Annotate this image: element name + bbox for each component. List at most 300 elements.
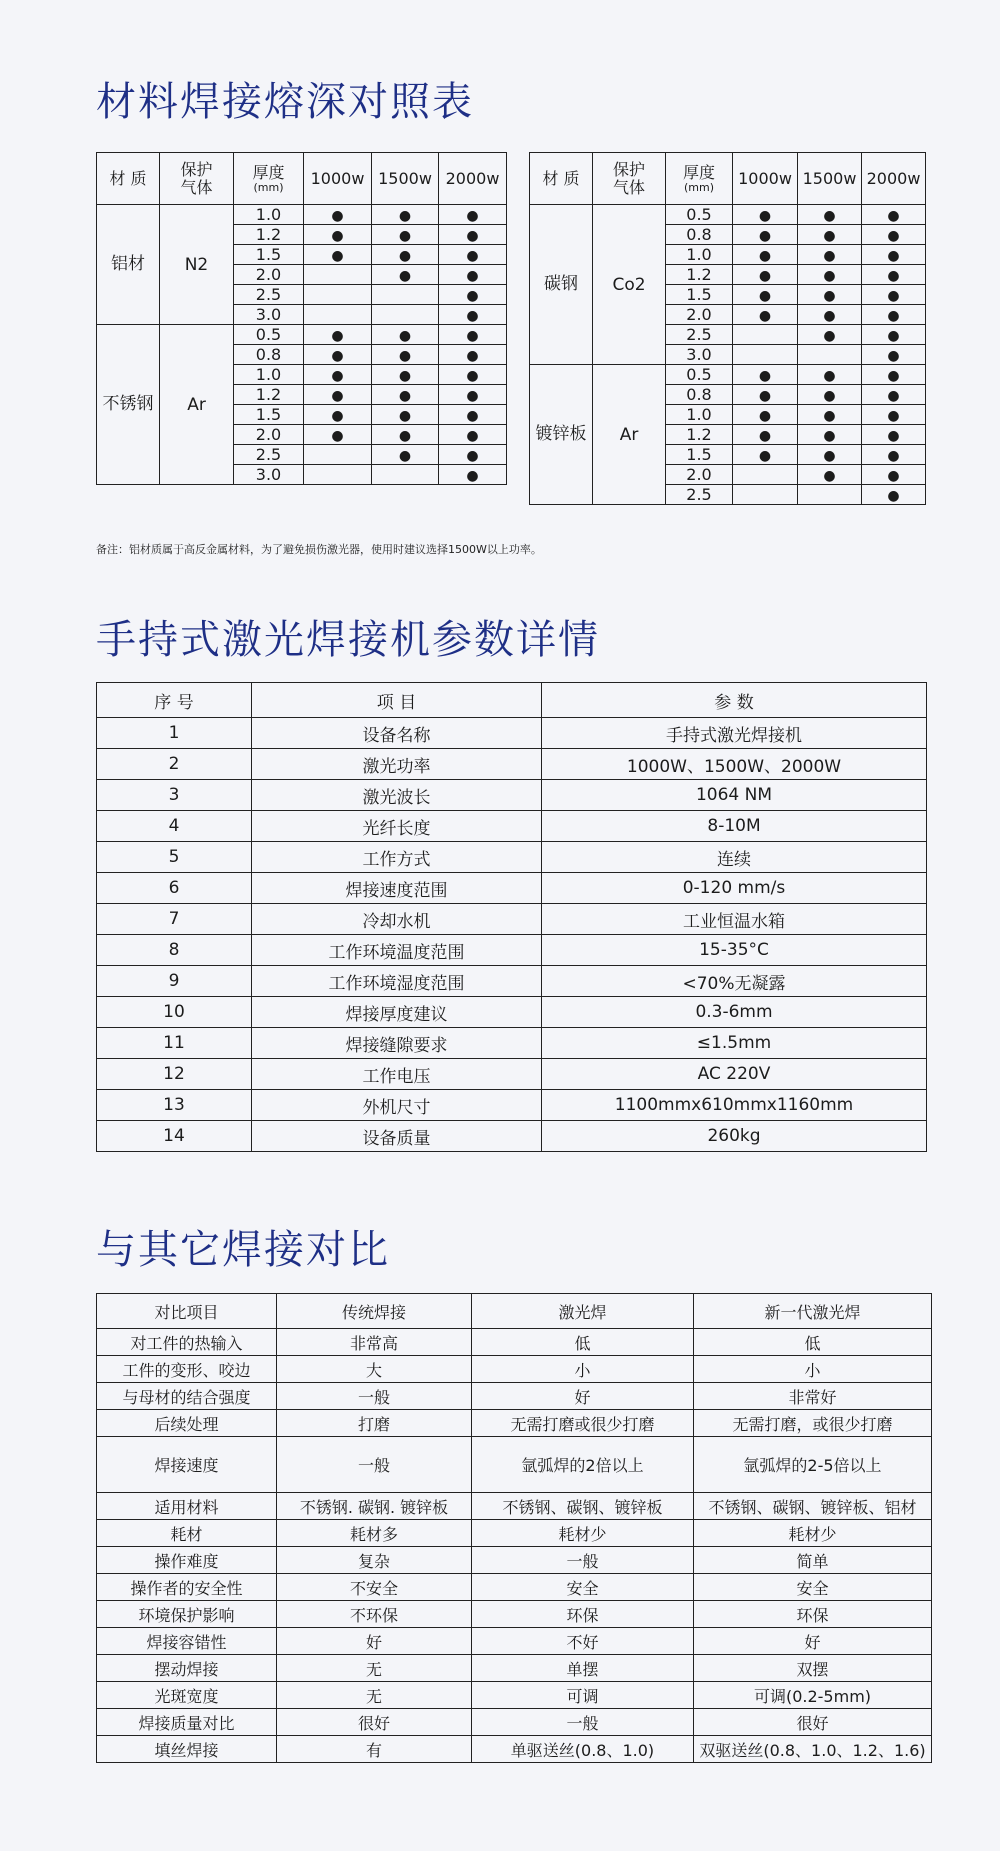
param-row	[97, 749, 927, 780]
cmp-item: 工件的变形、咬边	[97, 1356, 277, 1383]
material-table-right	[529, 152, 926, 505]
cmp-row	[97, 1574, 932, 1601]
param-item: 设备质量	[252, 1121, 542, 1152]
param-item: 工作环境温度范围	[252, 935, 542, 966]
header-material: 材 质	[97, 153, 160, 205]
thickness-value: 1.2	[666, 265, 733, 285]
cmp-row	[97, 1628, 932, 1655]
power-cell	[862, 285, 926, 305]
cmp-new-laser: 非常好	[694, 1383, 932, 1410]
dot-icon: ●	[466, 248, 479, 264]
param-row	[97, 1090, 927, 1121]
power-cell	[733, 305, 798, 325]
cmp-laser: 不好	[472, 1628, 694, 1655]
dot-icon: ●	[887, 488, 900, 504]
cmp-row	[97, 1547, 932, 1574]
power-cell	[372, 325, 439, 345]
dot-icon: ●	[758, 288, 772, 304]
dot-icon: ●	[758, 408, 772, 424]
power-cell	[304, 225, 372, 245]
cmp-traditional: 不安全	[277, 1574, 472, 1601]
param-index: 8	[97, 935, 252, 966]
dot-icon: ●	[398, 328, 412, 344]
cmp-row	[97, 1437, 932, 1493]
param-index: 7	[97, 904, 252, 935]
gas-name: Co2	[593, 205, 666, 365]
power-cell	[372, 205, 439, 225]
power-cell	[862, 345, 926, 365]
param-index: 13	[97, 1090, 252, 1121]
cmp-item: 耗材	[97, 1520, 277, 1547]
cmp-header-laser: 激光焊	[472, 1294, 694, 1329]
dot-icon: ●	[331, 248, 344, 264]
dot-icon: ●	[398, 208, 412, 224]
param-index: 14	[97, 1121, 252, 1152]
power-cell	[733, 445, 798, 465]
param-value: 1064 NM	[542, 780, 927, 811]
thickness-value: 2.5	[666, 485, 733, 505]
power-cell	[372, 285, 439, 305]
thickness-value: 3.0	[666, 345, 733, 365]
cmp-traditional: 无	[277, 1682, 472, 1709]
power-cell	[798, 225, 862, 245]
power-cell	[798, 465, 862, 485]
power-cell	[304, 465, 372, 485]
dot-icon: ●	[466, 388, 479, 404]
param-item: 工作电压	[252, 1059, 542, 1090]
param-row	[97, 1059, 927, 1090]
dot-icon: ●	[466, 348, 479, 364]
power-cell	[733, 345, 798, 365]
cmp-item: 摆动焊接	[97, 1655, 277, 1682]
power-cell	[798, 445, 862, 465]
header-power-2000: 2000w	[862, 153, 926, 205]
footnote: 备注：铝材质属于高反金属材料，为了避免损伤激光器，使用时建议选择1500W以上功率。	[96, 543, 542, 556]
cmp-new-laser: 不锈钢、碳钢、镀锌板、铝材	[694, 1493, 932, 1520]
dot-icon: ●	[331, 348, 344, 364]
cmp-new-laser: 简单	[694, 1547, 932, 1574]
param-item: 外机尺寸	[252, 1090, 542, 1121]
cmp-traditional: 不环保	[277, 1601, 472, 1628]
power-cell	[862, 425, 926, 445]
cmp-laser: 可调	[472, 1682, 694, 1709]
cmp-new-laser: 低	[694, 1329, 932, 1356]
dot-icon: ●	[758, 388, 772, 404]
cmp-traditional: 好	[277, 1628, 472, 1655]
cmp-row	[97, 1329, 932, 1356]
dot-icon: ●	[466, 428, 479, 444]
cmp-row	[97, 1493, 932, 1520]
power-cell	[798, 305, 862, 325]
cmp-laser: 小	[472, 1356, 694, 1383]
thickness-value: 0.8	[666, 385, 733, 405]
cmp-new-laser: 双驱送丝(0.8、1.0、1.2、1.6)	[694, 1736, 932, 1763]
param-row	[97, 842, 927, 873]
dot-icon: ●	[758, 208, 772, 224]
thickness-value: 0.5	[666, 205, 733, 225]
cmp-item: 对工件的热输入	[97, 1329, 277, 1356]
dot-icon: ●	[331, 228, 344, 244]
cmp-traditional: 复杂	[277, 1547, 472, 1574]
cmp-row	[97, 1356, 932, 1383]
dot-icon: ●	[398, 368, 412, 384]
dot-icon: ●	[887, 448, 900, 464]
cmp-new-laser: 很好	[694, 1709, 932, 1736]
power-cell	[733, 425, 798, 445]
power-cell	[798, 385, 862, 405]
dot-icon: ●	[758, 368, 772, 384]
param-index: 5	[97, 842, 252, 873]
thickness-value: 2.0	[666, 305, 733, 325]
parameter-table	[96, 682, 927, 1152]
param-item: 冷却水机	[252, 904, 542, 935]
power-cell	[862, 465, 926, 485]
thickness-value: 1.5	[666, 285, 733, 305]
power-cell	[372, 445, 439, 465]
power-cell	[798, 365, 862, 385]
param-row	[97, 718, 927, 749]
thickness-value: 0.8	[666, 225, 733, 245]
power-cell	[304, 405, 372, 425]
cmp-item: 后续处理	[97, 1410, 277, 1437]
power-cell	[304, 445, 372, 465]
cmp-laser: 一般	[472, 1709, 694, 1736]
header-material: 材 质	[530, 153, 593, 205]
dot-icon: ●	[331, 208, 344, 224]
power-cell	[372, 365, 439, 385]
power-cell	[733, 325, 798, 345]
dot-icon: ●	[887, 228, 900, 244]
cmp-new-laser: 环保	[694, 1601, 932, 1628]
dot-icon: ●	[887, 368, 900, 384]
cmp-traditional: 大	[277, 1356, 472, 1383]
cmp-row	[97, 1736, 932, 1763]
cmp-traditional: 无	[277, 1655, 472, 1682]
thickness-value: 1.5	[666, 445, 733, 465]
thickness-value: 1.0	[234, 205, 304, 225]
cmp-traditional: 一般	[277, 1437, 472, 1493]
power-cell	[439, 285, 507, 305]
thickness-value: 1.2	[666, 425, 733, 445]
param-header-index: 序 号	[97, 683, 252, 718]
power-cell	[439, 365, 507, 385]
comparison-table	[96, 1293, 932, 1763]
dot-icon: ●	[823, 208, 836, 224]
dot-icon: ●	[398, 348, 412, 364]
gas-name: N2	[160, 205, 234, 325]
param-index: 10	[97, 997, 252, 1028]
power-cell	[372, 245, 439, 265]
thickness-value: 0.5	[666, 365, 733, 385]
thickness-value: 0.8	[234, 345, 304, 365]
power-cell	[304, 245, 372, 265]
power-cell	[372, 225, 439, 245]
param-index: 9	[97, 966, 252, 997]
dot-icon: ●	[331, 408, 344, 424]
dot-icon: ●	[823, 288, 836, 304]
dot-icon: ●	[331, 328, 344, 344]
cmp-item: 焊接质量对比	[97, 1709, 277, 1736]
power-cell	[304, 345, 372, 365]
cmp-header-traditional: 传统焊接	[277, 1294, 472, 1329]
power-cell	[439, 405, 507, 425]
power-cell	[439, 345, 507, 365]
cmp-header-item: 对比项目	[97, 1294, 277, 1329]
cmp-new-laser: 可调(0.2-5mm)	[694, 1682, 932, 1709]
dot-icon: ●	[758, 228, 772, 244]
thickness-value: 1.5	[234, 245, 304, 265]
cmp-laser: 氩弧焊的2倍以上	[472, 1437, 694, 1493]
cmp-header-new-laser: 新一代激光焊	[694, 1294, 932, 1329]
power-cell	[798, 325, 862, 345]
cmp-item: 焊接速度	[97, 1437, 277, 1493]
dot-icon: ●	[398, 228, 412, 244]
gas-name: Ar	[160, 325, 234, 485]
header-thickness: 厚度 (mm)	[666, 153, 733, 205]
thickness-value: 1.0	[234, 365, 304, 385]
power-cell	[304, 365, 372, 385]
dot-icon: ●	[398, 408, 412, 424]
power-cell	[304, 425, 372, 445]
thickness-value: 2.5	[234, 285, 304, 305]
material-name: 铝材	[97, 205, 160, 325]
power-cell	[862, 225, 926, 245]
cmp-new-laser: 好	[694, 1628, 932, 1655]
thickness-value: 2.5	[234, 445, 304, 465]
cmp-row	[97, 1682, 932, 1709]
param-item: 焊接厚度建议	[252, 997, 542, 1028]
cmp-laser: 单摆	[472, 1655, 694, 1682]
param-index: 4	[97, 811, 252, 842]
dot-icon: ●	[466, 468, 479, 484]
power-cell	[862, 305, 926, 325]
dot-icon: ●	[758, 308, 772, 324]
cmp-item: 适用材料	[97, 1493, 277, 1520]
param-item: 工作方式	[252, 842, 542, 873]
param-value: 连续	[542, 842, 927, 873]
cmp-laser: 安全	[472, 1574, 694, 1601]
param-index: 1	[97, 718, 252, 749]
param-row	[97, 1121, 927, 1152]
cmp-new-laser: 无需打磨，或很少打磨	[694, 1410, 932, 1437]
param-row	[97, 873, 927, 904]
dot-icon: ●	[823, 308, 836, 324]
dot-icon: ●	[887, 248, 900, 264]
dot-icon: ●	[823, 248, 836, 264]
dot-icon: ●	[466, 228, 479, 244]
dot-icon: ●	[823, 448, 836, 464]
param-item: 焊接缝隙要求	[252, 1028, 542, 1059]
param-row	[97, 935, 927, 966]
param-row	[97, 780, 927, 811]
param-row	[97, 904, 927, 935]
dot-icon: ●	[887, 208, 900, 224]
param-row	[97, 997, 927, 1028]
header-power-2000: 2000w	[439, 153, 507, 205]
cmp-row	[97, 1601, 932, 1628]
material-name: 镀锌板	[530, 365, 593, 505]
cmp-laser: 不锈钢、碳钢、镀锌板	[472, 1493, 694, 1520]
cmp-item: 与母材的结合强度	[97, 1383, 277, 1410]
param-index: 11	[97, 1028, 252, 1059]
dot-icon: ●	[887, 428, 900, 444]
dot-icon: ●	[758, 448, 772, 464]
cmp-traditional: 不锈钢. 碳钢. 镀锌板	[277, 1493, 472, 1520]
dot-icon: ●	[823, 388, 836, 404]
header-gas: 保护 气体	[160, 153, 234, 205]
dot-icon: ●	[331, 388, 344, 404]
dot-icon: ●	[887, 468, 900, 484]
thickness-value: 3.0	[234, 465, 304, 485]
dot-icon: ●	[823, 468, 836, 484]
thickness-value: 2.0	[666, 465, 733, 485]
dot-icon: ●	[466, 448, 479, 464]
power-cell	[439, 445, 507, 465]
cmp-traditional: 很好	[277, 1709, 472, 1736]
power-cell	[862, 365, 926, 385]
param-header-value: 参 数	[542, 683, 927, 718]
dot-icon: ●	[823, 368, 836, 384]
header-power-1000: 1000w	[733, 153, 798, 205]
param-item: 激光波长	[252, 780, 542, 811]
thickness-value: 3.0	[234, 305, 304, 325]
power-cell	[304, 265, 372, 285]
power-cell	[798, 285, 862, 305]
cmp-traditional: 一般	[277, 1383, 472, 1410]
header-power-1500: 1500w	[372, 153, 439, 205]
power-cell	[733, 385, 798, 405]
power-cell	[439, 425, 507, 445]
dot-icon: ●	[758, 428, 772, 444]
param-index: 6	[97, 873, 252, 904]
cmp-item: 操作难度	[97, 1547, 277, 1574]
thickness-value: 1.0	[666, 405, 733, 425]
power-cell	[733, 205, 798, 225]
param-value: ≤1.5mm	[542, 1028, 927, 1059]
dot-icon: ●	[398, 268, 412, 284]
power-cell	[372, 405, 439, 425]
power-cell	[798, 205, 862, 225]
power-cell	[862, 445, 926, 465]
power-cell	[439, 205, 507, 225]
dot-icon: ●	[466, 208, 479, 224]
power-cell	[439, 465, 507, 485]
dot-icon: ●	[466, 288, 479, 304]
param-header-item: 项 目	[252, 683, 542, 718]
power-cell	[372, 265, 439, 285]
power-cell	[733, 485, 798, 505]
param-value: 1000W、1500W、2000W	[542, 749, 927, 780]
power-cell	[733, 285, 798, 305]
dot-icon: ●	[398, 248, 412, 264]
cmp-row	[97, 1383, 932, 1410]
material-row	[97, 205, 507, 225]
dot-icon: ●	[466, 308, 479, 324]
power-cell	[862, 485, 926, 505]
dot-icon: ●	[466, 328, 479, 344]
material-name: 不锈钢	[97, 325, 160, 485]
cmp-new-laser: 双摆	[694, 1655, 932, 1682]
thickness-value: 2.5	[666, 325, 733, 345]
cmp-new-laser: 安全	[694, 1574, 932, 1601]
cmp-laser: 好	[472, 1383, 694, 1410]
power-cell	[439, 385, 507, 405]
dot-icon: ●	[398, 448, 412, 464]
dot-icon: ●	[466, 368, 479, 384]
power-cell	[304, 205, 372, 225]
power-cell	[798, 345, 862, 365]
param-item: 光纤长度	[252, 811, 542, 842]
material-table-left	[96, 152, 507, 485]
param-row	[97, 811, 927, 842]
gas-name: Ar	[593, 365, 666, 505]
dot-icon: ●	[331, 368, 344, 384]
thickness-value: 0.5	[234, 325, 304, 345]
param-index: 12	[97, 1059, 252, 1090]
thickness-value: 1.2	[234, 225, 304, 245]
param-value: 0.3-6mm	[542, 997, 927, 1028]
param-value: 15-35°C	[542, 935, 927, 966]
dot-icon: ●	[823, 268, 836, 284]
power-cell	[304, 305, 372, 325]
dot-icon: ●	[887, 348, 900, 364]
param-value: 1100mmx610mmx1160mm	[542, 1090, 927, 1121]
cmp-row	[97, 1520, 932, 1547]
dot-icon: ●	[758, 248, 772, 264]
material-row	[97, 325, 507, 345]
param-value: 260kg	[542, 1121, 927, 1152]
header-power-1000: 1000w	[304, 153, 372, 205]
param-value: <70%无凝露	[542, 966, 927, 997]
material-row	[530, 205, 926, 225]
power-cell	[733, 265, 798, 285]
param-item: 激光功率	[252, 749, 542, 780]
dot-icon: ●	[887, 268, 900, 284]
header-thickness: 厚度 (mm)	[234, 153, 304, 205]
power-cell	[733, 405, 798, 425]
power-cell	[798, 425, 862, 445]
dot-icon: ●	[823, 228, 836, 244]
thickness-value: 1.0	[666, 245, 733, 265]
power-cell	[733, 245, 798, 265]
power-cell	[798, 265, 862, 285]
section1-title: 材料焊接熔深对照表	[96, 79, 474, 125]
power-cell	[733, 225, 798, 245]
cmp-traditional: 非常高	[277, 1329, 472, 1356]
power-cell	[372, 465, 439, 485]
param-value: 0-120 mm/s	[542, 873, 927, 904]
dot-icon: ●	[823, 328, 836, 344]
dot-icon: ●	[398, 388, 412, 404]
param-index: 3	[97, 780, 252, 811]
power-cell	[439, 325, 507, 345]
dot-icon: ●	[331, 428, 344, 444]
param-row	[97, 1028, 927, 1059]
cmp-row	[97, 1655, 932, 1682]
cmp-laser: 低	[472, 1329, 694, 1356]
power-cell	[372, 305, 439, 325]
power-cell	[439, 245, 507, 265]
power-cell	[304, 285, 372, 305]
thickness-value: 1.2	[234, 385, 304, 405]
section3-title: 与其它焊接对比	[96, 1227, 390, 1273]
power-cell	[798, 485, 862, 505]
cmp-item: 操作者的安全性	[97, 1574, 277, 1601]
cmp-item: 焊接容错性	[97, 1628, 277, 1655]
power-cell	[439, 265, 507, 285]
thickness-value: 1.5	[234, 405, 304, 425]
power-cell	[372, 345, 439, 365]
